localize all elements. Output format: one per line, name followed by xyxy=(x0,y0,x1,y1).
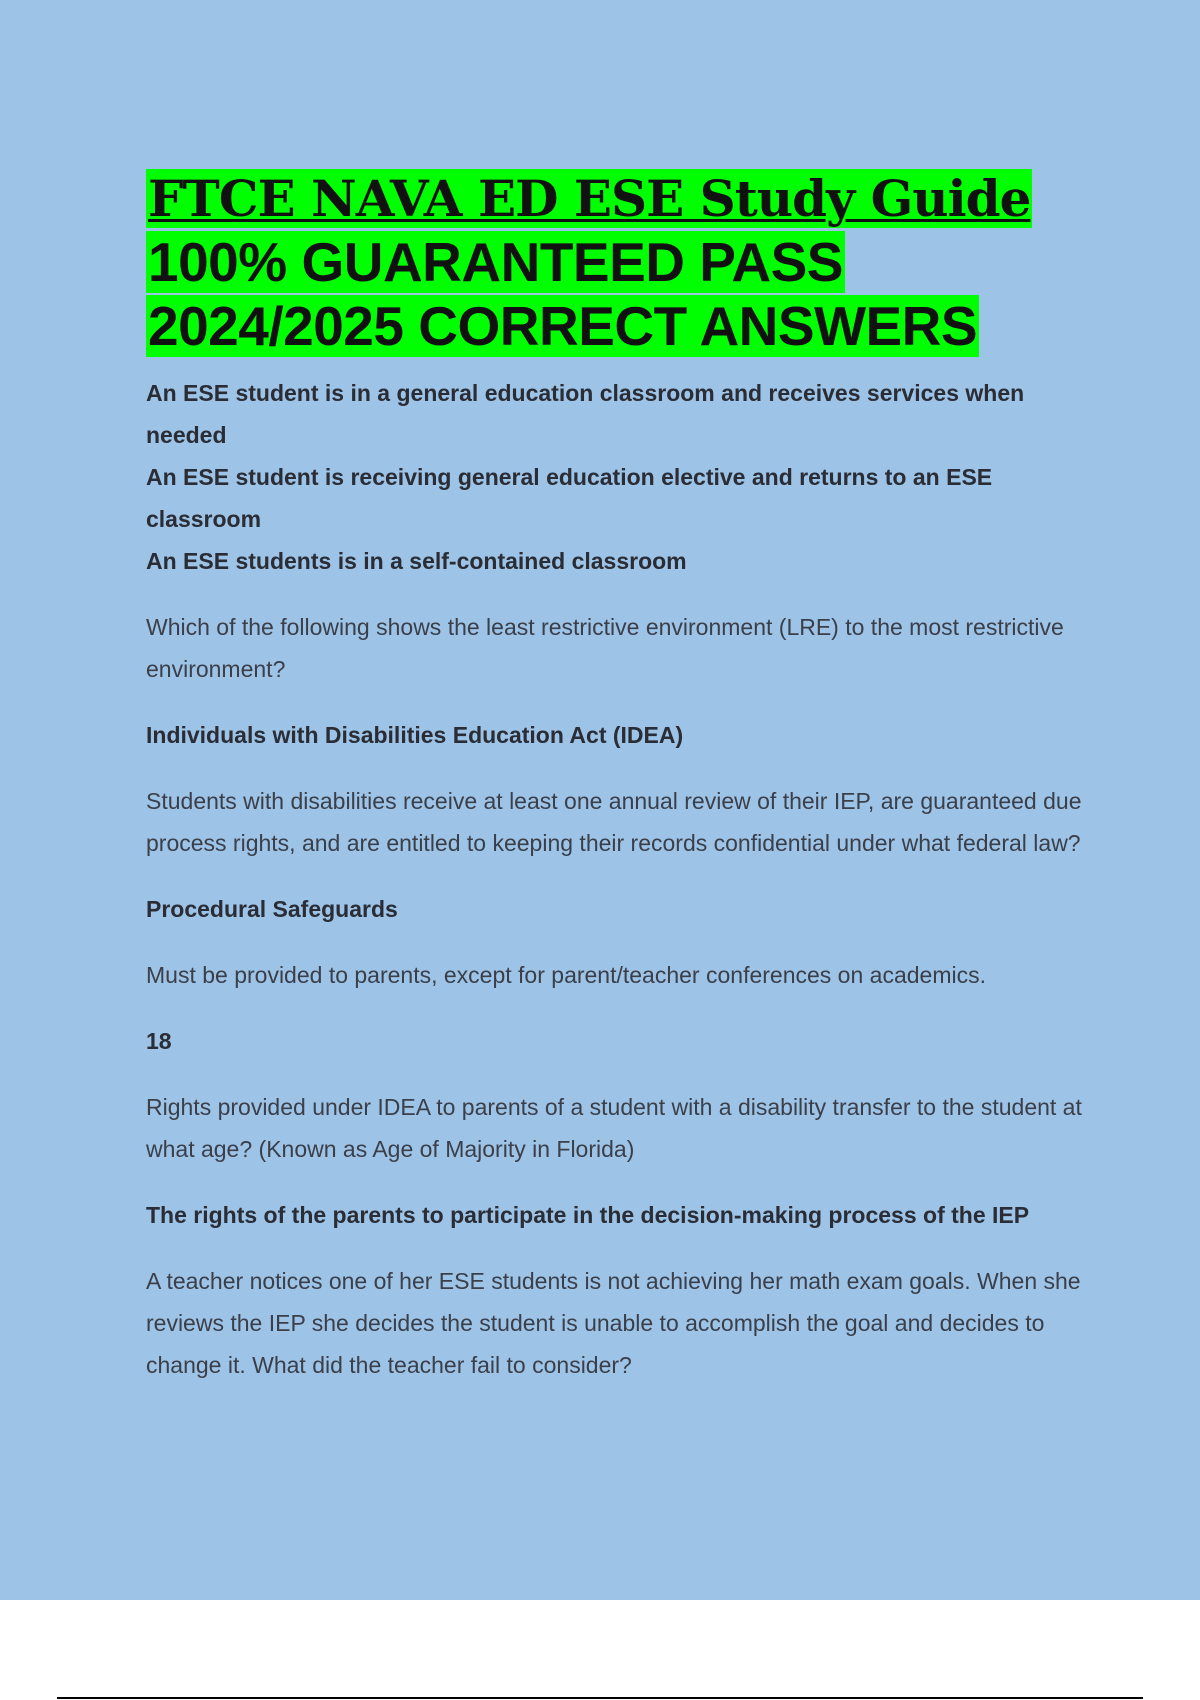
qa-entry-3 xyxy=(146,888,1106,996)
qa-entry-4 xyxy=(146,1020,1106,1170)
question-text: Rights provided under IDEA to parents of a student with a disability transfer to the student at what age? (Known as Age of Majority in Florida) xyxy=(146,1094,1082,1162)
answer-option-3: An ESE students is in a self-contained classroom xyxy=(146,548,687,574)
question-text: Which of the following shows the least restrictive environment (LRE) to the most restrictive environment? xyxy=(146,614,1064,682)
qa-entry-2 xyxy=(146,714,1106,864)
answer-option-1: An ESE student is in a general education classroom and receives services when needed xyxy=(146,380,1025,448)
question-text: A teacher notices one of her ESE students is not achieving her math exam goals. When she reviews the IEP she decides the student is unable to accomplish the goal and decides to change it. What did the teacher fail to consider? xyxy=(146,1268,1081,1378)
title-line-2: 100% GUARANTEED PASS xyxy=(148,231,843,293)
answer-option-2: An ESE student is receiving general education elective and returns to an ESE classroom xyxy=(146,464,993,532)
answer-text: Procedural Safeguards xyxy=(146,896,398,922)
document-title xyxy=(146,168,1106,358)
footer-rule xyxy=(57,1697,1143,1699)
qa-entry-1 xyxy=(146,372,1106,690)
answer-text: The rights of the parents to participate in the decision-making process of the IEP xyxy=(146,1202,1030,1228)
qa-entry-5 xyxy=(146,1194,1106,1386)
document-body xyxy=(146,168,1106,1386)
answer-text: Individuals with Disabilities Education Act (IDEA) xyxy=(146,722,684,748)
title-line-3: 2024/2025 CORRECT ANSWERS xyxy=(148,295,978,357)
question-text: Students with disabilities receive at least one annual review of their IEP, are guaranteed due process rights, and are entitled to keeping their records confidential under what federal law? xyxy=(146,788,1082,856)
answer-text: 18 xyxy=(146,1028,172,1054)
question-text: Must be provided to parents, except for parent/teacher conferences on academics. xyxy=(146,962,986,988)
title-line-1: FTCE NAVA ED ESE Study Guide xyxy=(148,169,1031,228)
